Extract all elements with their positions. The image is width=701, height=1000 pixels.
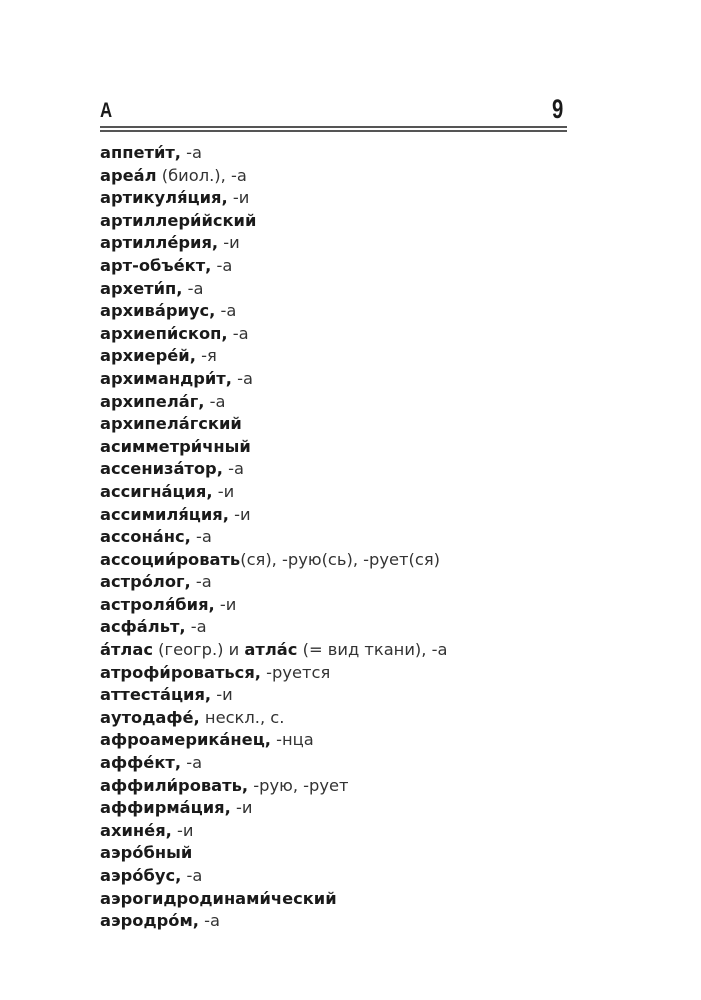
grammar-note: -я xyxy=(195,346,217,366)
grammar-note: -а xyxy=(227,323,249,343)
headword: ахине́я, xyxy=(100,820,172,840)
dictionary-entry xyxy=(100,842,447,865)
section-letter: А xyxy=(100,99,113,122)
headword: аппети́т, xyxy=(100,143,181,162)
headword: аэро́бус, xyxy=(100,866,182,885)
headword: архимандри́т, xyxy=(100,368,232,388)
grammar-note: нескл., с. xyxy=(199,707,285,727)
dictionary-entry xyxy=(100,368,447,391)
grammar-note: -а xyxy=(182,278,204,298)
headword: ассимиля́ция, xyxy=(100,504,229,524)
dictionary-entries xyxy=(100,142,447,933)
headword: арт-объе́кт, xyxy=(100,255,212,275)
grammar-note: (биол.), -а xyxy=(156,165,247,185)
dictionary-entry xyxy=(100,323,447,346)
dictionary-entry xyxy=(100,255,447,278)
dictionary-entry xyxy=(100,232,447,255)
grammar-note: (= вид ткани), -а xyxy=(297,640,448,660)
dictionary-entry xyxy=(100,594,447,617)
dictionary-entry xyxy=(100,504,447,527)
dictionary-entry xyxy=(100,752,447,775)
grammar-note: -а xyxy=(215,301,237,321)
dictionary-entry xyxy=(100,888,447,911)
dictionary-entry xyxy=(100,707,447,730)
grammar-note: -а xyxy=(231,368,253,388)
headword: аутодафе́, xyxy=(100,707,200,727)
dictionary-entry xyxy=(100,142,447,165)
headword: аффили́ровать, xyxy=(100,775,249,795)
grammar-note: -и xyxy=(218,233,240,253)
dictionary-entry xyxy=(100,481,447,504)
dictionary-entry xyxy=(100,187,447,210)
headword: аттеста́ция, xyxy=(100,685,212,705)
dictionary-entry xyxy=(100,729,447,752)
grammar-note: -а xyxy=(190,527,212,547)
headword: артикуля́ция, xyxy=(100,188,228,208)
page-number: 9 xyxy=(552,94,564,124)
headword: архиере́й, xyxy=(100,346,196,366)
dictionary-entry xyxy=(100,526,447,549)
headword: астро́лог, xyxy=(100,572,191,592)
dictionary-entry xyxy=(100,300,447,323)
grammar-note: -а xyxy=(198,911,220,931)
dictionary-entry xyxy=(100,413,447,436)
dictionary-entry xyxy=(100,616,447,639)
grammar-note: (геогр.) и xyxy=(153,640,245,660)
grammar-note: -а xyxy=(222,459,244,479)
grammar-note: -а xyxy=(211,255,233,275)
dictionary-entry xyxy=(100,210,447,233)
grammar-note: -рую, -рует xyxy=(248,775,349,795)
grammar-note: -нца xyxy=(270,730,314,750)
dictionary-entry xyxy=(100,662,447,685)
grammar-note: -а xyxy=(181,143,203,162)
headword: атрофи́роваться, xyxy=(100,662,261,682)
dictionary-entry xyxy=(100,684,447,707)
header-rule-bottom xyxy=(100,130,567,132)
grammar-note: -а xyxy=(185,617,207,637)
headword: ареа́л xyxy=(100,165,157,185)
headword: архипела́гский xyxy=(100,414,242,434)
headword: афроамерика́нец, xyxy=(100,730,271,750)
dictionary-entry xyxy=(100,910,447,933)
dictionary-entry xyxy=(100,165,447,188)
headword: а́тлас xyxy=(100,640,153,660)
dictionary-entry xyxy=(100,571,447,594)
grammar-note: -руется xyxy=(260,662,331,682)
headword: асфа́льт, xyxy=(100,617,186,637)
grammar-note: -и xyxy=(214,594,237,614)
dictionary-entry xyxy=(100,775,447,798)
headword: аэродро́м, xyxy=(100,911,199,931)
grammar-note: -а xyxy=(181,866,203,885)
headword: артиллери́йский xyxy=(100,210,257,230)
dictionary-entry xyxy=(100,458,447,481)
headword: ассона́нс, xyxy=(100,527,191,547)
dictionary-entry xyxy=(100,820,447,843)
dictionary-entry xyxy=(100,391,447,414)
grammar-note: -и xyxy=(211,685,233,705)
grammar-note: -и xyxy=(230,798,253,818)
grammar-note: -и xyxy=(227,188,250,208)
dictionary-entry xyxy=(100,549,447,572)
grammar-note: (ся), -рую(сь), -рует(ся) xyxy=(240,549,440,569)
dictionary-entry xyxy=(100,278,447,301)
dictionary-entry xyxy=(100,345,447,368)
headword: ассоции́ровать xyxy=(100,549,241,569)
headword: аэрогидродинами́ческий xyxy=(100,888,337,908)
headword: архипела́г, xyxy=(100,391,205,411)
headword: артилле́рия, xyxy=(100,233,219,253)
headword: астроля́бия, xyxy=(100,594,215,614)
headword: аэро́бный xyxy=(100,843,193,863)
grammar-note: -и xyxy=(171,820,194,840)
headword: архиепи́скоп, xyxy=(100,323,228,343)
headword: асимметри́чный xyxy=(100,436,251,456)
headword: ассениза́тор, xyxy=(100,459,223,479)
dictionary-entry xyxy=(100,436,447,459)
grammar-note: -и xyxy=(228,504,251,524)
headword: аффирма́ция, xyxy=(100,798,231,818)
dictionary-entry xyxy=(100,639,447,662)
headword: архети́п, xyxy=(100,278,183,298)
grammar-note: -а xyxy=(181,753,203,773)
dictionary-entry xyxy=(100,797,447,820)
grammar-note: -а xyxy=(204,391,226,411)
headword: ассигна́ция, xyxy=(100,481,213,501)
dictionary-entry xyxy=(100,865,447,888)
grammar-note: -и xyxy=(212,481,235,501)
headword: атла́с xyxy=(244,640,298,660)
headword: аффе́кт, xyxy=(100,753,182,773)
header-rule-top xyxy=(100,126,567,128)
headword: архива́риус, xyxy=(100,301,216,321)
grammar-note: -а xyxy=(190,572,212,592)
